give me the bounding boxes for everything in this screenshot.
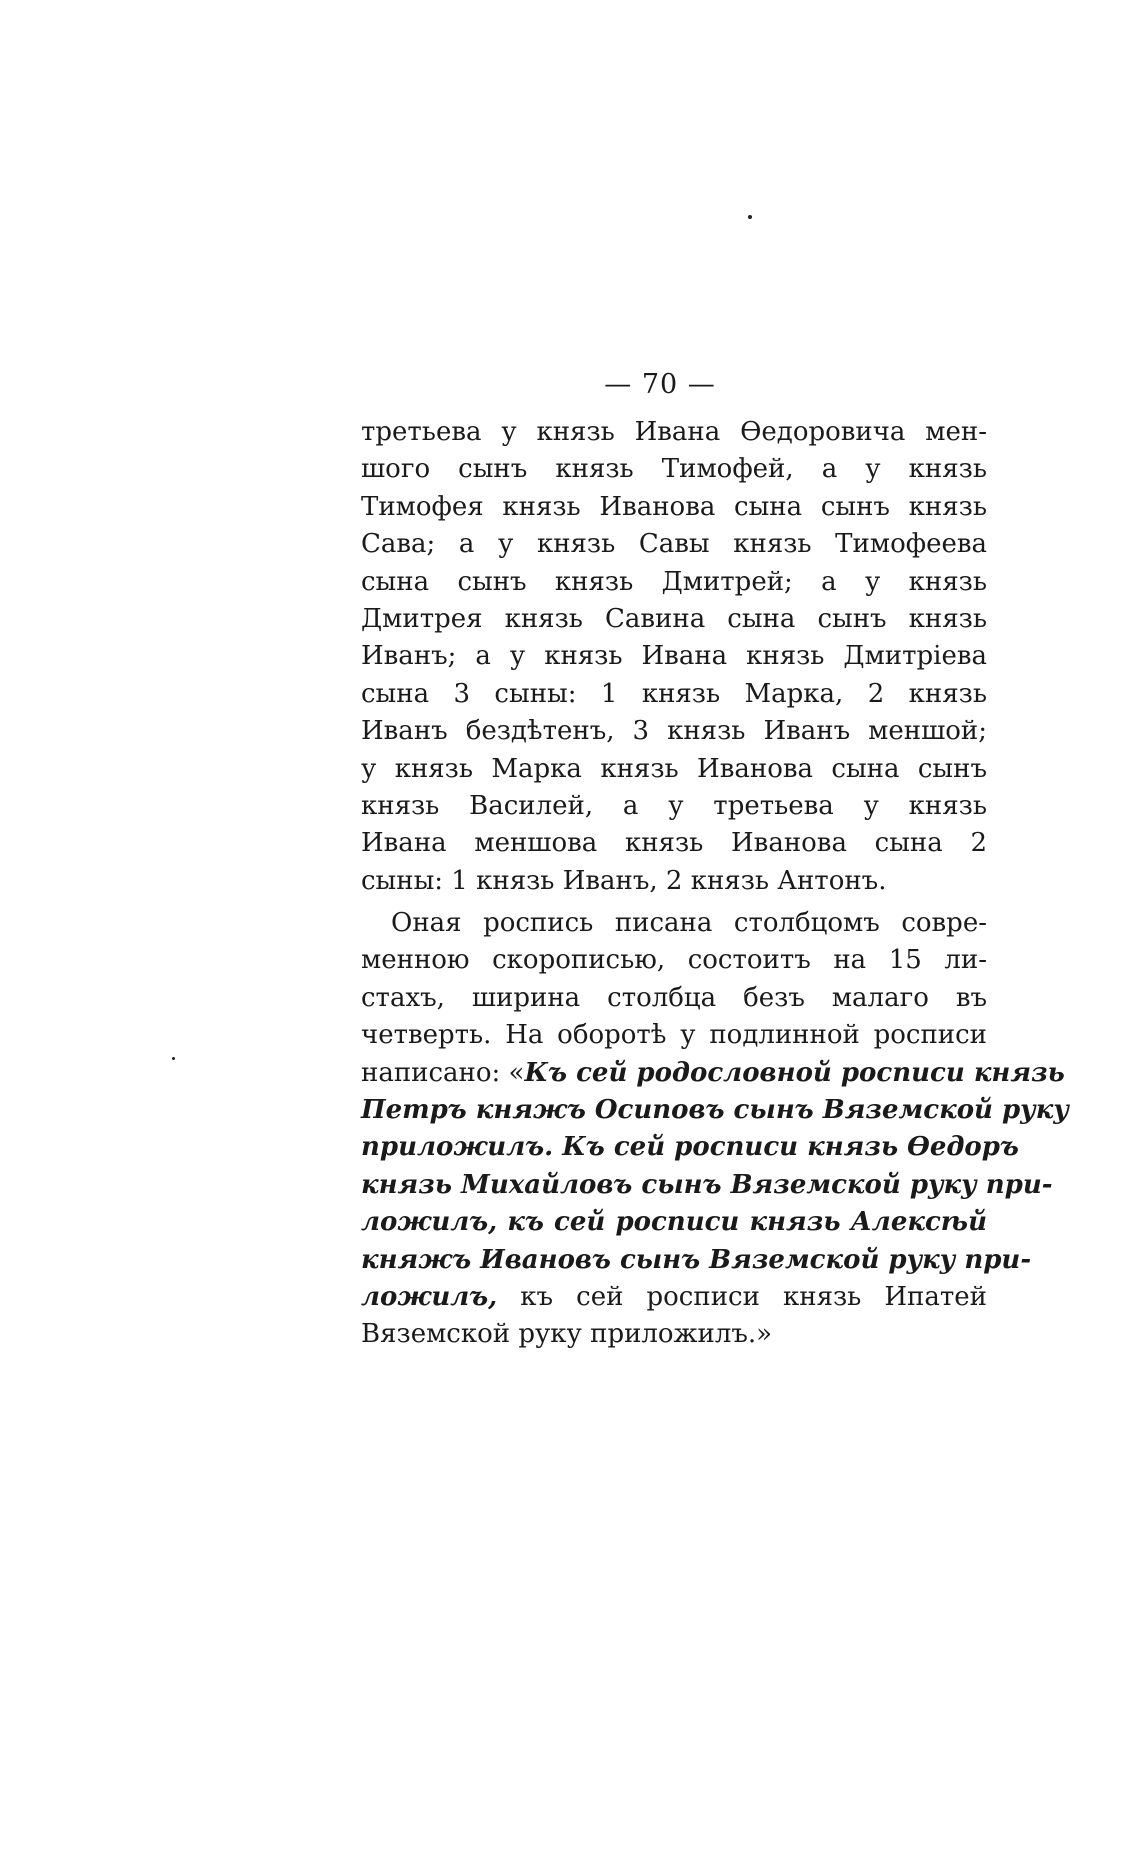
text-line: Ивана меншова князь Иванова сына 2	[361, 828, 987, 859]
text-run: написано: «	[361, 1057, 525, 1088]
italic-quote: ложилъ,	[361, 1281, 498, 1312]
text-line: Оная роспись писана столбцомъ совре-	[391, 908, 987, 939]
italic-quote: Къ сей родословной росписи князь	[524, 1057, 1065, 1088]
text-line: сына 3 сыны: 1 князь Марка, 2 князь	[361, 678, 987, 709]
italic-quote-line: ложилъ, къ сей росписи князь Алексѣй	[361, 1207, 987, 1238]
text-line: князь Василей, а у третьева у князь	[361, 790, 987, 821]
text-line: стахъ, ширина столбца безъ малаго въ	[361, 982, 987, 1013]
italic-quote-line: Петръ княжъ Осиповъ сынъ Вяземской руку	[361, 1095, 1069, 1126]
text-line: третьева у князь Ивана Ѳедоровича мен-	[361, 417, 987, 447]
text-body	[361, 414, 1069, 1354]
text-line: Вяземской руку приложилъ.»	[361, 1319, 773, 1350]
ink-speck	[748, 215, 752, 219]
italic-quote-line: приложилъ. Къ сей росписи князь Ѳедоръ	[361, 1132, 1019, 1163]
text-line: у князь Марка князь Иванова сына сынъ	[361, 753, 987, 784]
text-line: Дмитрея князь Савина сына сынъ князь	[361, 603, 987, 634]
text-run: къ сей росписи князь Ипатей	[497, 1281, 987, 1312]
text-line	[361, 1279, 987, 1316]
text-line: четверть. На оборотѣ у подлинной росписи	[361, 1020, 987, 1051]
paragraph-2	[361, 905, 1069, 1354]
page-number: — 70 —	[604, 369, 716, 400]
text-line: менною скорописью, состоитъ на 15 ли-	[361, 945, 987, 976]
italic-quote-line: княжъ Ивановъ сынъ Вяземской руку при-	[361, 1244, 1032, 1275]
ink-speck	[172, 1057, 175, 1060]
text-line: сына сынъ князь Дмитрей; а у князь	[361, 566, 987, 597]
text-line: Сава; а у князь Савы князь Тимофеева	[361, 529, 987, 560]
text-line	[361, 1055, 1065, 1092]
italic-quote-line: князь Михайловъ сынъ Вяземской руку при-	[361, 1169, 1053, 1200]
paragraph-1	[361, 414, 987, 900]
text-line: сыны: 1 князь Иванъ, 2 князь Антонъ.	[361, 865, 887, 896]
text-line: шого сынъ князь Тимофей, а у князь	[361, 454, 987, 485]
text-line: Тимофея князь Иванова сына сынъ князь	[361, 491, 987, 522]
text-line: Иванъ; а у князь Ивана князь Дмитріева	[361, 641, 987, 672]
text-line: Иванъ бездѣтенъ, 3 князь Иванъ меншой;	[361, 716, 987, 747]
